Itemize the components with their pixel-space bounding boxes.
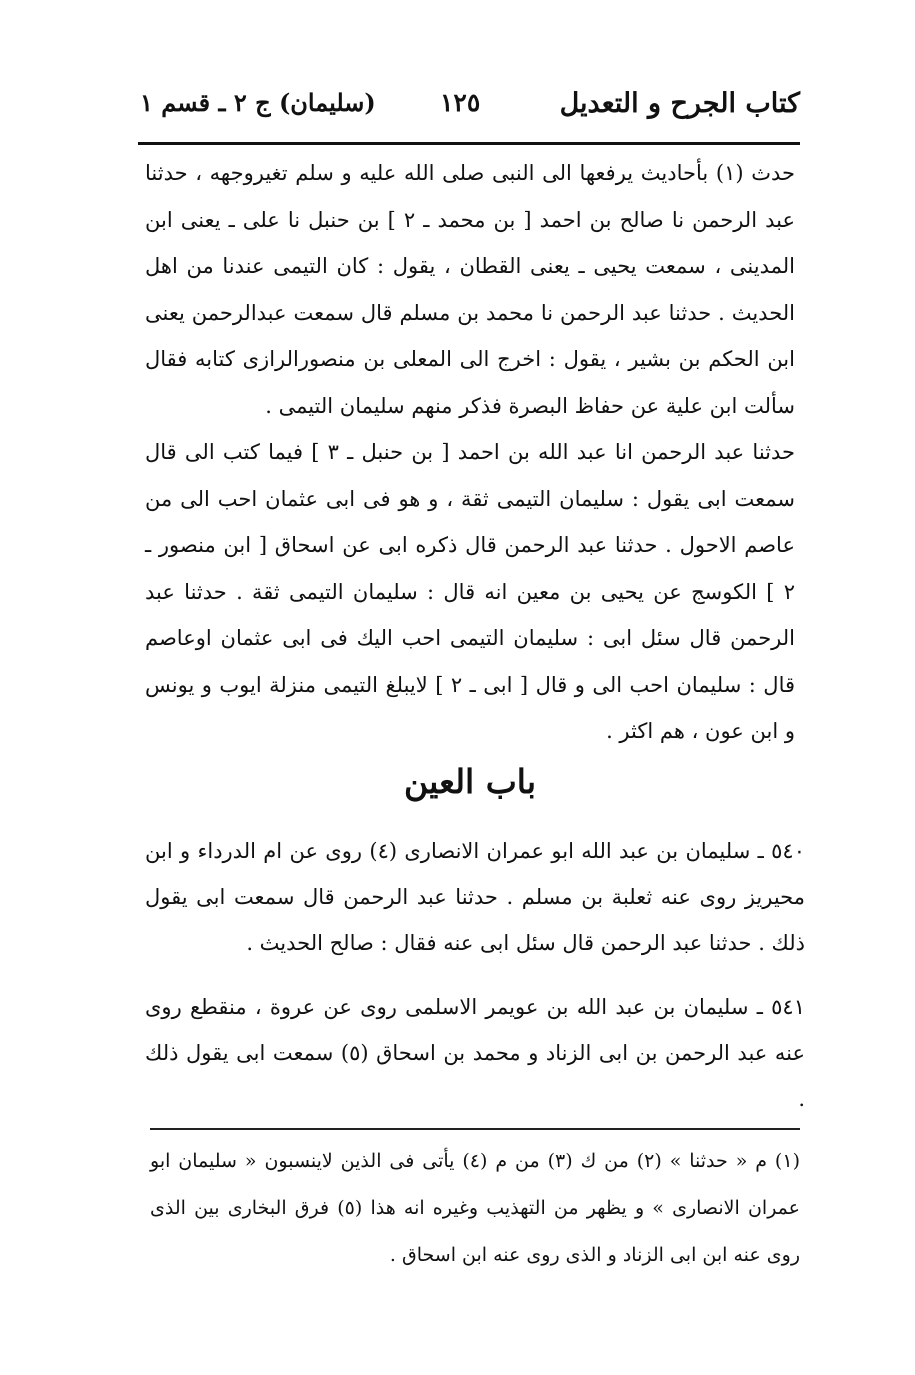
section-heading: باب العين bbox=[403, 762, 537, 801]
entry-541: ٥٤١ ـ سليمان بن عبد الله بن عويمر الاسلمى روى عن عروة ، منقطع روى عنه عبد الرحمن بن ابى الزناد و محمد بن اسحاق (٥) سمعت ابى يقول ذلك . bbox=[145, 995, 805, 1111]
page-number: ١٢٥ bbox=[440, 88, 481, 117]
paragraph-2: حدثنا عبد الرحمن انا عبد الله بن احمد [ بن حنبل ـ ٣ ] فيما كتب الى قال سمعت ابى يقول : سليمان التيمى ثقة ، و هو فى ابى عثمان احب الى من عاصم الاحول . حدثنا عبد الرحمن قال ذكره ابى عن اسحاق [ ابن منصور ـ ٢ ] الكوسج عن يحيى بن معين انه قال : سليمان التيمى ثقة . حدثنا عبد الرحمن قال سئل ابى : سليمان التيمى احب اليك فى ابى عثمان اوعاصم قال : سليمان احب الى و قال [ ابى ـ ٢ ] لايبلغ التيمى منزلة ايوب و يونس و ابن عون ، هم اكثر . bbox=[145, 440, 796, 743]
footnote-rule bbox=[150, 1128, 800, 1130]
running-header bbox=[140, 88, 800, 130]
entry-540: ٥٤٠ ـ سليمان بن عبد الله ابو عمران الانصارى (٤) روى عن ام الدرداء و ابن محيريز روى عنه ثعلبة بن مسلم . حدثنا عبد الرحمن قال سمعت ابى يقول ذلك . حدثنا عبد الرحمن قال سئل ابى عنه فقال : صالح الحديث . bbox=[145, 839, 805, 955]
header-rule bbox=[138, 142, 800, 145]
main-text bbox=[145, 150, 795, 755]
book-title: كتاب الجرح و التعديل bbox=[559, 88, 800, 119]
paragraph-1: حدث (١) بأحاديث يرفعها الى النبى صلى الله عليه و سلم تغيروجهه ، حدثنا عبد الرحمن نا صالح بن احمد [ بن محمد ـ ٢ ] بن حنبل نا على ـ يعنى ابن المدينى ، سمعت يحيى ـ يعنى القطان ، يقول : كان التيمى عندنا من اهل الحديث . حدثنا عبد الرحمن نا محمد بن مسلم قال سمعت عبدالرحمن يعنى ابن الحكم بن بشير ، يقول : اخرج الى المعلى بن منصورالرازى كتابه فقال سألت ابن علية عن حفاظ البصرة فذكر منهم سليمان التيمى . bbox=[145, 161, 795, 418]
volume-reference: (سليمان) ج ٢ ـ قسم ١ bbox=[140, 88, 376, 117]
footnotes: (١) م « حدثنا » (٢) من ك (٣) من م (٤) يأتى فى الذين لاينسبون « سليمان ابو عمران الانصارى » و يظهر من التهذيب وغيره انه هذا (٥) فرق البخارى بين الذى روى عنه ابن ابى الزناد و الذى روى عنه ابن اسحاق . bbox=[150, 1150, 800, 1266]
